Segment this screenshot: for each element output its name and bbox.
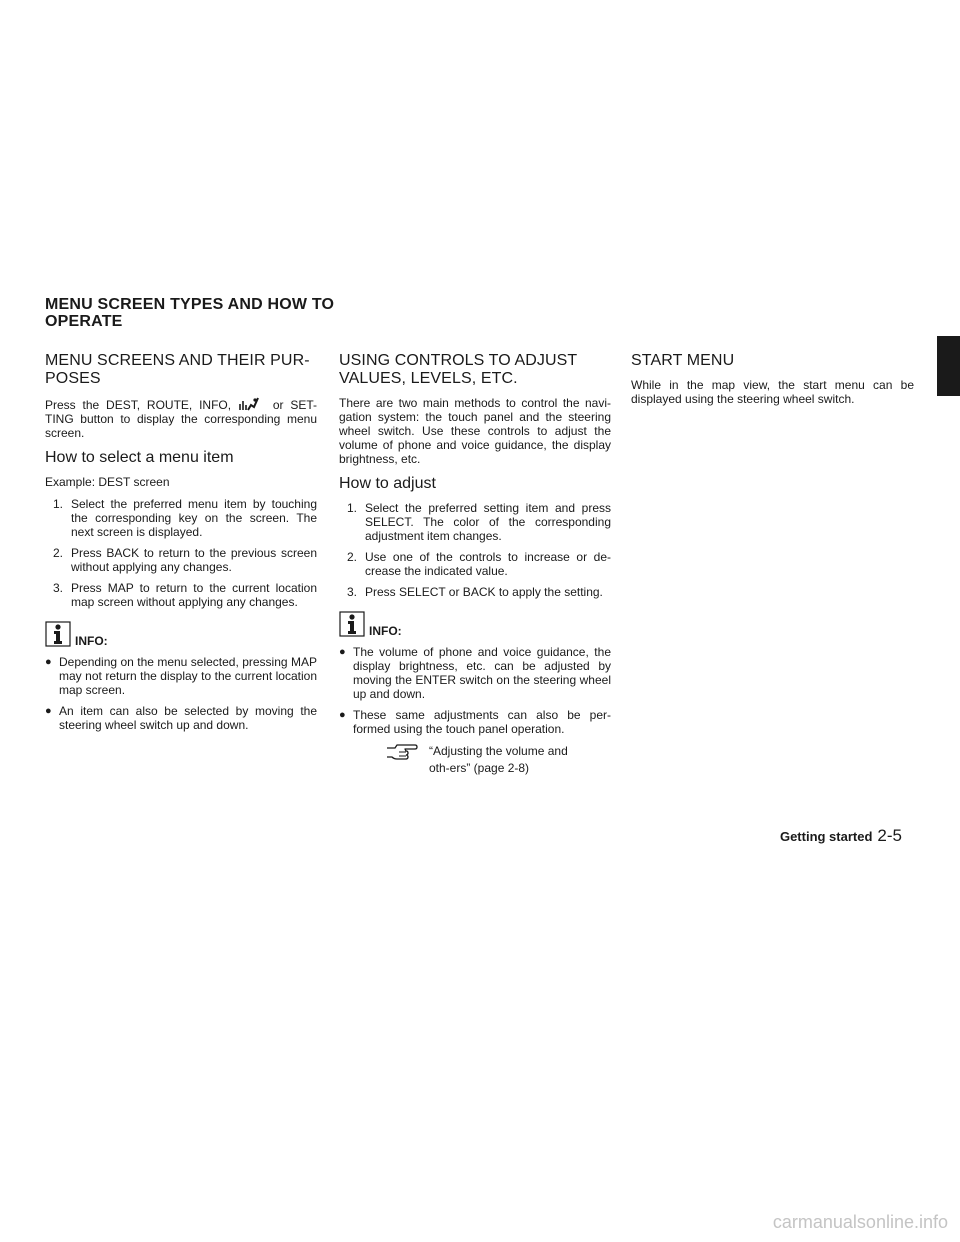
info-bullets [45,655,317,732]
chapter-tab-marker [937,336,960,396]
voice-command-icon [238,396,260,412]
page-footer [780,826,902,846]
step-item: 1. Select the preferred setting item and press SELECT. The color of the corresponding adjustment item changes. [347,501,611,543]
watermark: carmanualsonline.info [772,1212,948,1232]
info-header [45,621,317,648]
intro-paragraph: Press the DEST, ROUTE, INFO, or SET-TING button to display the corresponding menu screen. [45,398,318,440]
step-item: 3. Press MAP to return to the current location map screen without applying any changes. [53,581,317,609]
step-item: 3. Press SELECT or BACK to apply the setting. [347,585,603,599]
info-bullet: ● An item can also be selected by moving the steering wheel switch up and down. [45,704,317,732]
page-number: 2-5 [877,826,902,845]
column-using-controls [339,352,611,777]
heading-using-controls: USING CONTROLS TO ADJUST VALUES, LEVELS, ETC. [339,352,578,387]
info-icon [45,621,71,647]
start-menu-paragraph: While in the map view, the start menu can be displayed using the steering wheel switch. [631,378,914,406]
step-item: 2. Press BACK to return to the previous screen without applying any changes. [53,546,317,574]
info-header [339,611,611,638]
info-bullet: ● Depending on the menu selected, pressing MAP may not return the display to the current location map screen. [45,655,317,697]
heading-start-menu: START MENU [631,352,735,369]
column-start-menu [631,352,914,414]
subheading-how-to-adjust: How to adjust [339,475,436,492]
info-bullets [339,645,611,736]
intro-paragraph: There are two main methods to control the navi-gation system: the touch panel and the steering wheel switch. Use these controls to adjust the volume of phone and voice guidance, the display brightness, etc. [339,396,611,466]
heading-menu-screens: MENU SCREENS AND THEIR PUR-POSES [45,352,310,387]
subheading-select-item: How to select a menu item [45,449,234,466]
info-label: INFO: [75,634,108,648]
column-menu-screens [45,352,317,739]
info-bullet: ● These same adjustments can also be per-formed using the touch panel operation. [339,708,611,736]
steps-list [45,497,317,609]
step-item: 2. Use one of the controls to increase or de-crease the indicated value. [347,550,611,578]
pointing-hand-icon [385,740,419,762]
info-label: INFO: [369,624,402,638]
chapter-label: Getting started [779,829,873,844]
reference-text: “Adjusting the volume and oth-ers” (page 2-8) [429,744,568,775]
step-item: 1. Select the preferred menu item by touching the corresponding key on the screen. The next screen is displayed. [53,497,317,539]
info-bullet: ● The volume of phone and voice guidance, the display brightness, etc. can be adjusted by moving the ENTER switch on the steering wheel up and down. [339,645,611,701]
section-title: MENU SCREEN TYPES AND HOW TO OPERATE [45,296,335,330]
example-line: Example: DEST screen [45,475,170,489]
page-reference [339,743,611,777]
info-icon [339,611,365,637]
steps-list [339,501,611,599]
